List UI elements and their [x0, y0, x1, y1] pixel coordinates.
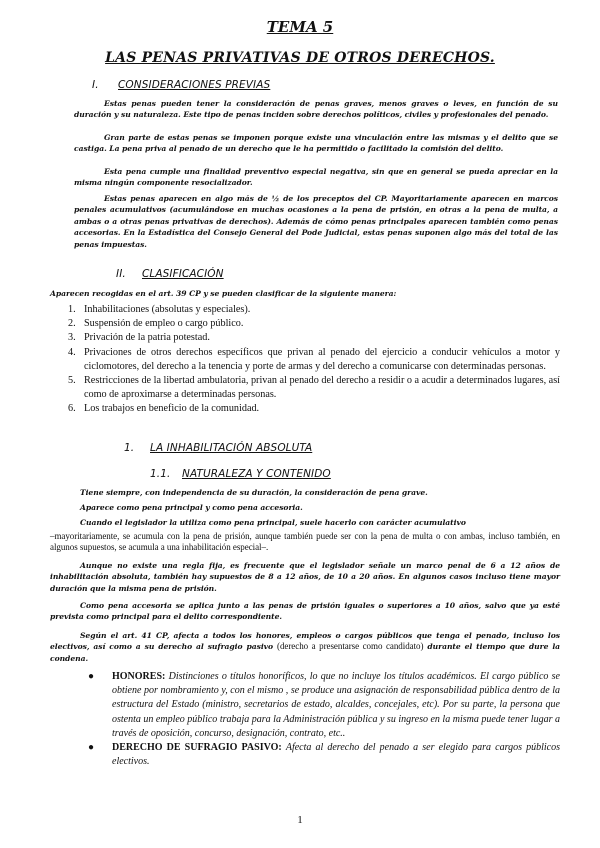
bullet-text: Distinciones o títulos honoríficos, lo que no incluye los títulos académicos. El cargo público se obtiene por nombramiento y, con el mismo , se produce una asignación de responsabilidad pública dentro de la estructura del Estado (ministro, secretarios de estado, alcaldes, concejales, etc). Por su parte, la persona que ostenta un empleo público trabaja para la Administración pública y su ingreso en la misma puede tener lugar a través de oposición, concurso, designación, contrato, etc.. [112, 671, 560, 739]
bullet-list [88, 670, 560, 769]
bullet-term: HONORES: [112, 671, 166, 682]
paragraph-intro-2: Gran parte de estas penas se imponen porque existe una vinculación entre las mismas y el delito que se castiga. La pena priva al penado de un derecho que le ha permitido o facilitado la comisión del delito. [74, 133, 558, 154]
bullet-icon: ● [88, 671, 95, 682]
section-number: II. [116, 268, 126, 280]
page-number: 1 [297, 814, 303, 826]
section-number: 1.1. [150, 468, 171, 480]
list-item: 1. Inhabilitaciones (absolutas y especiales). [68, 304, 251, 315]
paragraph-natur-4: Aunque no existe una regla fija, es frecuente que el legislador señale un marco penal de 6 a 12 años de inhabilitación absoluta, también hay supuestos de 8 a 12 años, de 10 a 20 años. En algunos casos incluso tiene mayor duración que la misma pena de prisión. [50, 561, 560, 593]
section-heading-inhabilitacion [124, 442, 312, 454]
list-item [88, 670, 560, 741]
paragraph-natur-1: Tiene siempre, con independencia de su duración, la consideración de pena grave. [80, 488, 428, 497]
section-title: CLASIFICACIÓN [142, 268, 224, 280]
paragraph-natur-6: Según el art. 41 CP, afecta a todos los honores, empleos o cargos públicos que tenga el penado, incluso los electivos, así como a su derecho al sufragio pasivo (derecho a presentarse como candidato) durante el tiempo que dure la condena. [50, 631, 561, 663]
paragraph-intro-1: Estas penas pueden tener la consideración de penas graves, menos graves o leves, en función de su duración y su naturaleza. Este tipo de penas inciden sobre derechos políticos, civiles y profesionales del penado. [74, 99, 558, 120]
section-heading-clasificacion [116, 268, 224, 280]
paragraph-natur-3b: –mayoritariamente, se acumula con la pena de prisión, aunque también puede ser con la pena de multa o con ambas, incluso también, en algunos supuestos, se acumula a una inhabilitación especial–. [50, 531, 560, 553]
paragraph-intro-3: Esta pena cumple una finalidad preventivo especial negativa, sin que en general se pueda apreciar en la misma ningún componente resocializador. [74, 167, 558, 188]
section-heading-naturaleza [150, 468, 331, 480]
section-title: CONSIDERACIONES PREVIAS [118, 79, 271, 91]
list-item: 5. Restricciones de la libertad ambulatoria, privan al penado del derecho a residir o a acudir a determinados lugares, así como de aproximarse a determinadas personas. [68, 375, 560, 401]
bullet-text: Afecta al derecho del penado a ser elegido para cargos públicos electivos. [112, 742, 560, 768]
list-item: 4. Privaciones de otros derechos específicos que privan al penado del ejercicio a conducir vehículos a motor y ciclomotores, del derecho a la tenencia y porte de armas y del derecho a comunicarse con determinadas personas. [68, 346, 560, 372]
list-item: 6. Los trabajos en beneficio de la comunidad. [68, 403, 260, 415]
paragraph-natur-2: Aparece como pena principal y como pena accesoria. [80, 503, 303, 512]
section-number: I. [92, 79, 99, 91]
section-heading-consideraciones [92, 79, 270, 91]
bullet-term: DERECHO DE SUFRAGIO PASIVO: [112, 742, 282, 754]
section-title: LA INHABILITACIÓN ABSOLUTA [150, 442, 313, 454]
list-item [88, 741, 560, 769]
section-title: NATURALEZA Y CONTENIDO [182, 468, 331, 480]
list-item: 2. Suspensión de empleo o cargo público. [68, 318, 244, 330]
paragraph-intro-4: Estas penas aparecen en algo más de ½ de los preceptos del CP. Mayoritariamente aparecen en marcos penales acumulativos (acumulándose en muchas ocasiones a la pena de prisión, en otras a la pena de multa, a ambas o a otras penas privativas de derechos). Además de cómo penas principales aparecen también como penas accesorias. En la Estadística del Consejo General del Pode Judicial, estas penas suponen algo más del total de las penas impuestas. [74, 194, 558, 249]
bullet-icon: ● [88, 742, 95, 754]
list-item: 3. Privación de la patria potestad. [68, 332, 210, 344]
classification-list [60, 303, 560, 417]
topic-title: TEMA 5 [266, 18, 334, 36]
paragraph-natur-3a: Cuando el legislador la utiliza como pena principal, suele hacerlo con carácter acumulativo [80, 518, 466, 527]
section-number: 1. [124, 442, 135, 454]
document-title: LAS PENAS PRIVATIVAS DE OTROS DERECHOS. [105, 50, 495, 66]
paragraph-natur-5: Como pena accesoria se aplica junto a las penas de prisión iguales o superiores a 10 años, salvo que ya esté prevista como principal para el delito correspondiente. [50, 601, 560, 622]
classification-lead: Aparecen recogidas en el art. 39 CP y se pueden clasificar de la siguiente manera: [50, 289, 397, 298]
